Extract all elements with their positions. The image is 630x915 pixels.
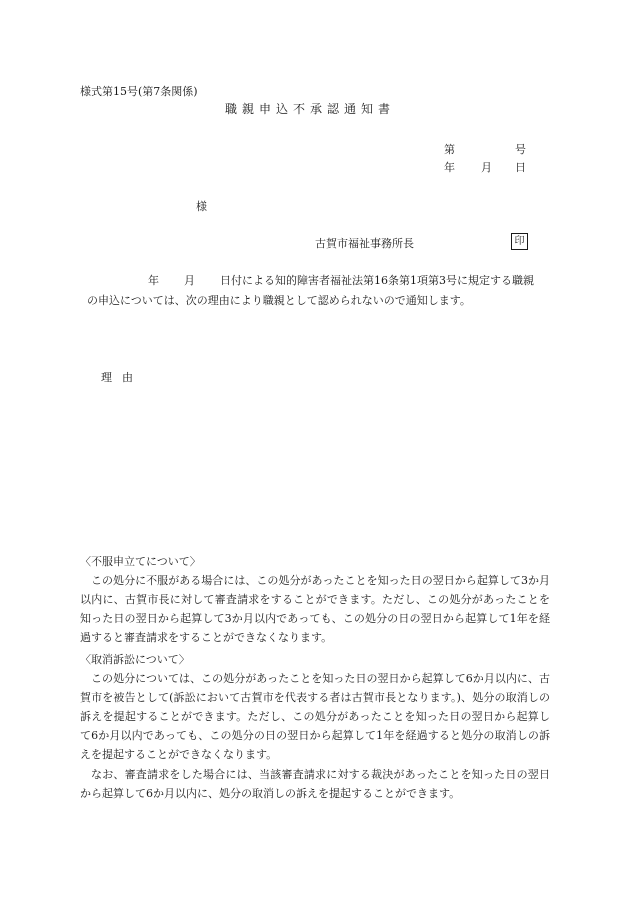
notice-date-month: 月: [184, 274, 195, 287]
document-number-label: 第: [444, 143, 455, 156]
issue-date-month: 月: [481, 161, 492, 174]
issue-date-year: 年: [444, 161, 455, 174]
addressee-suffix: 様: [196, 200, 207, 213]
notice-date-year: 年: [148, 274, 159, 287]
lawsuit-section: [80, 650, 550, 764]
appeal-paragraph: この処分に不服がある場合には、この処分があったことを知った日の翌日から起算して3か月以内に、古賀市長に対して審査請求をすることができます。ただし、この処分があったことを知った日の翌日から起算して3か月以内であっても、この処分の日の翌日から起算して1年を経過すると審査請求をすることができなくなります。: [80, 574, 550, 644]
notice-line-1: [148, 272, 534, 290]
lawsuit-note-section: [80, 765, 550, 803]
notice-line-2: の申込については、次の理由により職親として認められないので通知します。: [87, 294, 471, 307]
lawsuit-paragraph: この処分については、この処分があったことを知った日の翌日から起算して6か月以内に、古賀市を被告として(訴訟において古賀市を代表する者は古賀市長となります。)、処分の取消しの訴えを提起することができます。ただし、この処分があったことを知った日の翌日から起算して6か月以内であっても、この処分の日の翌日から起算して1年を経過すると処分の取消しの訴えを提起することができなくなります。: [80, 672, 550, 761]
lawsuit-note-paragraph: なお、審査請求をした場合には、当該審査請求に対する裁決があったことを知った日の翌日から起算して6か月以内に、処分の取消しの訴えを提起することができます。: [80, 768, 550, 800]
reason-label: 理由: [101, 371, 143, 384]
form-number: 様式第15号(第7条関係): [80, 85, 198, 98]
notice-line-1-text: 日付による知的障害者福祉法第16条第1項第3号に規定する職親: [220, 274, 534, 287]
appeal-heading: 〈不服申立てについて〉: [80, 555, 201, 568]
lawsuit-heading: 〈取消訴訟について〉: [80, 653, 190, 666]
appeal-section: [80, 552, 550, 647]
document-title: 職親申込不承認通知書: [225, 102, 396, 116]
issuer-name: 古賀市福祉事務所長: [315, 237, 414, 250]
seal-mark: 印: [511, 233, 528, 250]
issue-date-day: 日: [515, 161, 526, 174]
document-number-suffix: 号: [515, 143, 526, 156]
